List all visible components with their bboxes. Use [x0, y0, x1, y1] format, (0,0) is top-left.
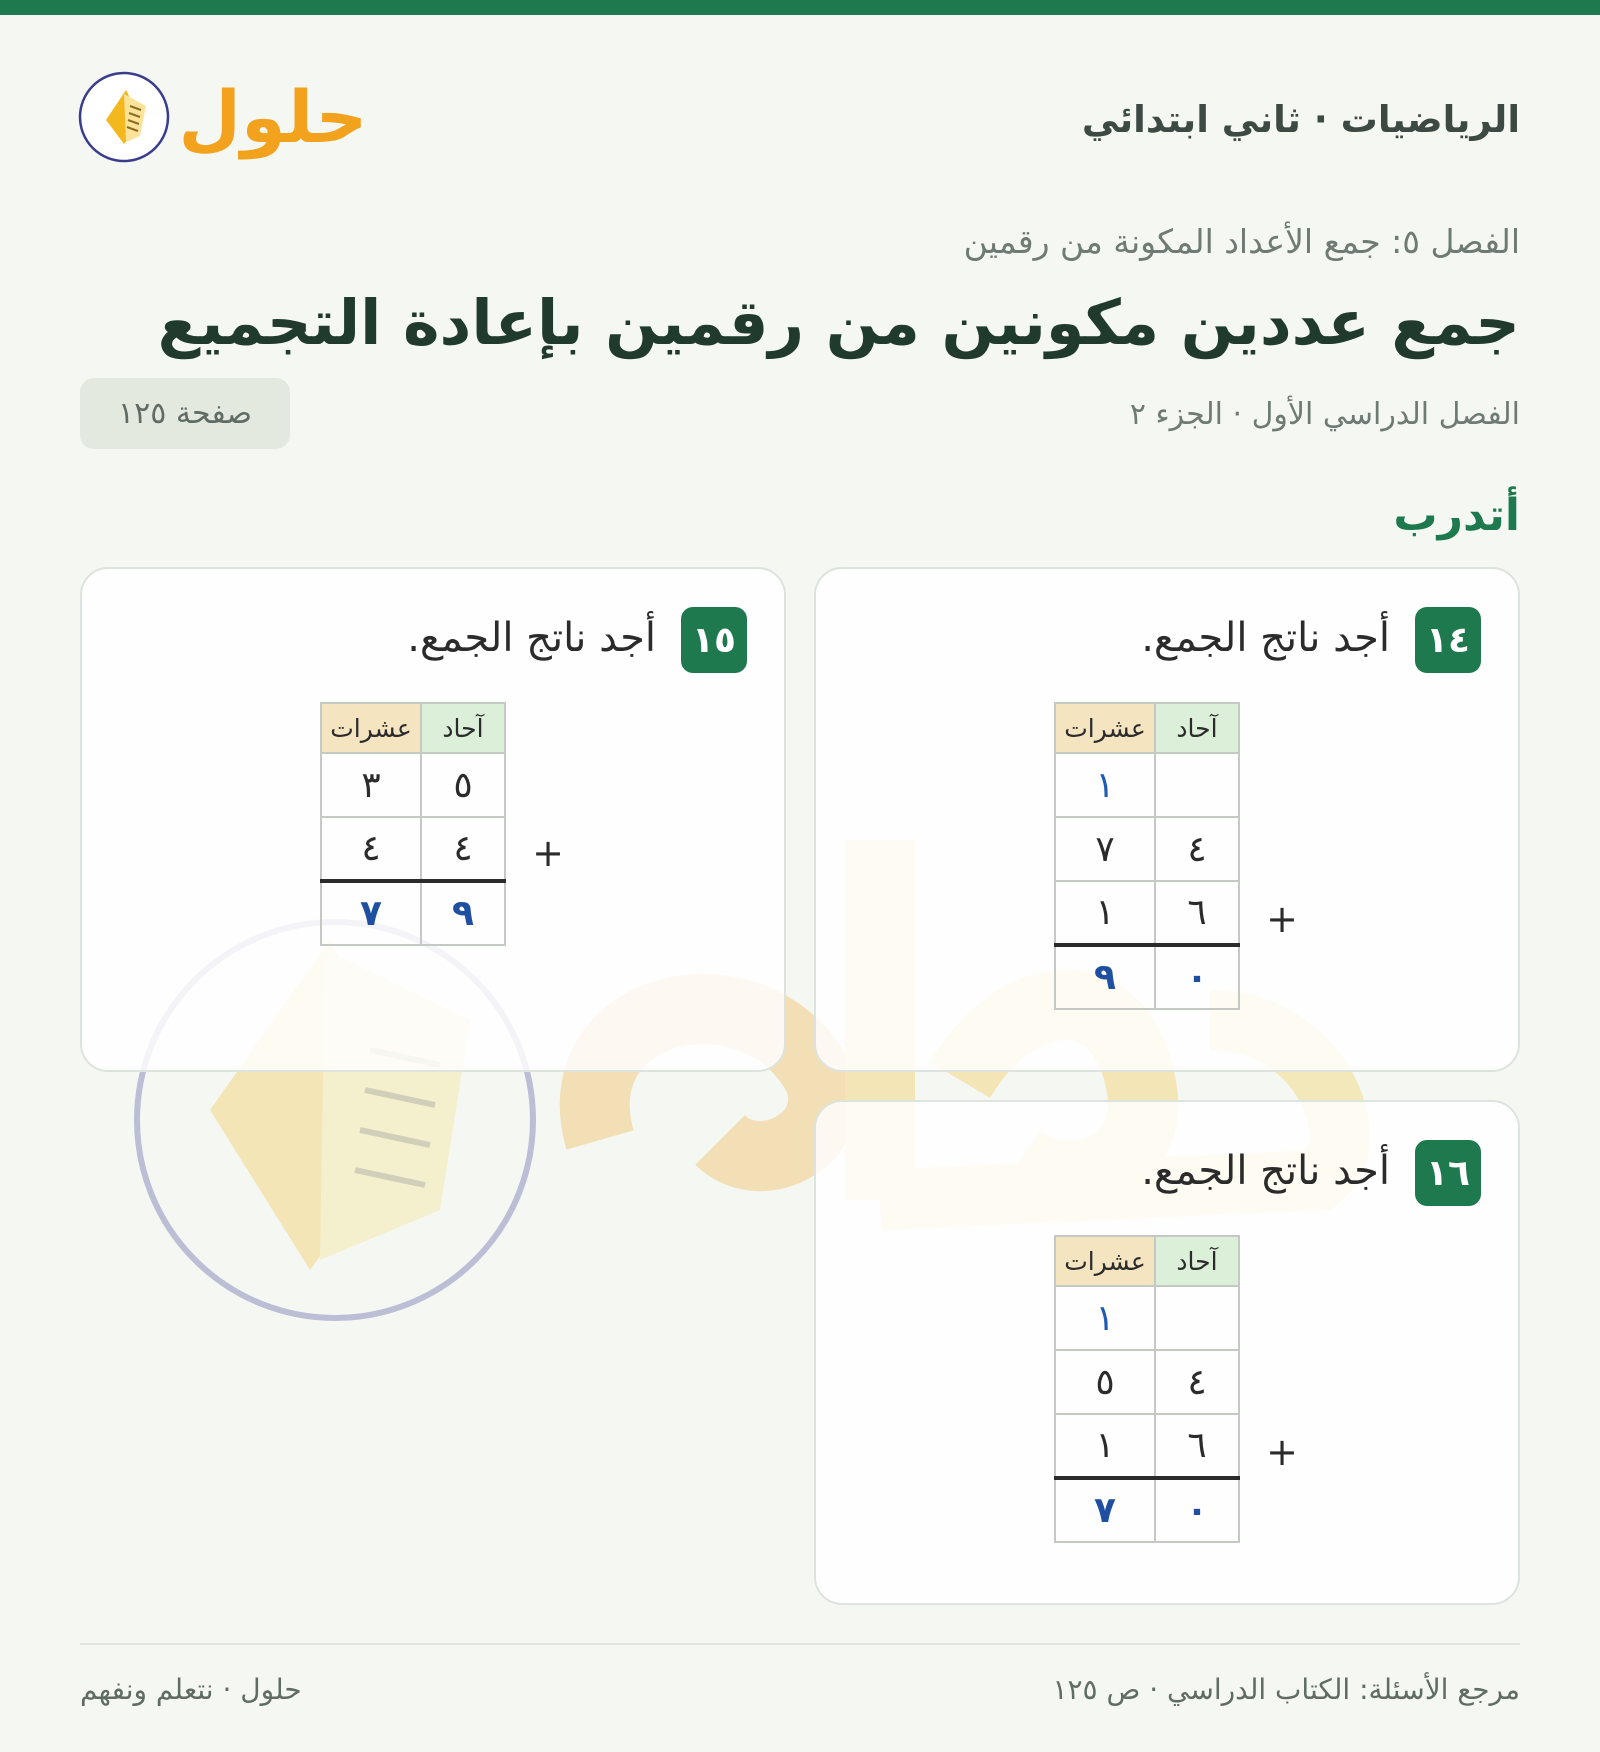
plus-sign: + [1266, 1430, 1298, 1474]
chapter-label: الفصل ٥: جمع الأعداد المكونة من رقمين [963, 222, 1520, 261]
addend2-ones-cell: ٦ [1155, 1414, 1239, 1478]
addend2-ones-cell: ٤ [421, 817, 505, 881]
plus-sign: + [1266, 897, 1298, 941]
footer-reference: مرجع الأسئلة: الكتاب الدراسي · ص ١٢٥ [1052, 1673, 1520, 1706]
section-heading-practice: أتدرب [1393, 490, 1520, 541]
ones-header: آحاد [1155, 1236, 1239, 1286]
term-label: الفصل الدراسي الأول · الجزء ٢ [1129, 397, 1520, 432]
carry-tens-cell: ١ [1055, 753, 1155, 817]
addend2-ones-cell: ٦ [1155, 881, 1239, 945]
addend1-tens-cell: ٥ [1055, 1350, 1155, 1414]
carry-tens-cell: ١ [1055, 1286, 1155, 1350]
carry-ones-cell [1155, 1286, 1239, 1350]
plus-sign: + [532, 831, 564, 875]
place-value-table [320, 702, 506, 946]
hulul-logo [78, 62, 368, 177]
addend2-tens-cell: ١ [1055, 1414, 1155, 1478]
sum-ones-cell: ٠ [1155, 945, 1239, 1009]
top-accent-bar [0, 0, 1600, 15]
sum-tens-cell: ٧ [321, 881, 421, 945]
addend1-ones-cell: ٤ [1155, 1350, 1239, 1414]
tens-header: عشرات [321, 703, 421, 753]
question-prompt: أجد ناتج الجمع. [1141, 615, 1390, 661]
question-card-16 [814, 1100, 1520, 1605]
svg-text:حلول: حلول [178, 75, 368, 159]
addend1-tens-cell: ٣ [321, 753, 421, 817]
ones-header: آحاد [1155, 703, 1239, 753]
place-value-table [1054, 1235, 1240, 1543]
addend1-ones-cell: ٤ [1155, 817, 1239, 881]
page-number-badge: صفحة ١٢٥ [80, 378, 290, 449]
sum-ones-cell: ٩ [421, 881, 505, 945]
question-number-badge: ١٤ [1415, 607, 1481, 673]
tens-header: عشرات [1055, 703, 1155, 753]
footer-divider [80, 1643, 1520, 1645]
question-number-badge: ١٦ [1415, 1140, 1481, 1206]
sum-tens-cell: ٧ [1055, 1478, 1155, 1542]
addend2-tens-cell: ٤ [321, 817, 421, 881]
addend1-tens-cell: ٧ [1055, 817, 1155, 881]
sum-ones-cell: ٠ [1155, 1478, 1239, 1542]
question-number-badge: ١٥ [681, 607, 747, 673]
lesson-title: جمع عددين مكونين من رقمين بإعادة التجميع [157, 286, 1520, 359]
addend1-ones-cell: ٥ [421, 753, 505, 817]
tens-header: عشرات [1055, 1236, 1155, 1286]
question-prompt: أجد ناتج الجمع. [1141, 1148, 1390, 1194]
footer-brand: حلول · نتعلم ونفهم [80, 1673, 302, 1706]
question-prompt: أجد ناتج الجمع. [407, 615, 656, 661]
ones-header: آحاد [421, 703, 505, 753]
question-card-15 [80, 567, 786, 1072]
subject-grade-label: الرياضيات · ثاني ابتدائي [1081, 98, 1520, 141]
carry-ones-cell [1155, 753, 1239, 817]
question-card-14 [814, 567, 1520, 1072]
sum-tens-cell: ٩ [1055, 945, 1155, 1009]
addend2-tens-cell: ١ [1055, 881, 1155, 945]
place-value-table [1054, 702, 1240, 1010]
